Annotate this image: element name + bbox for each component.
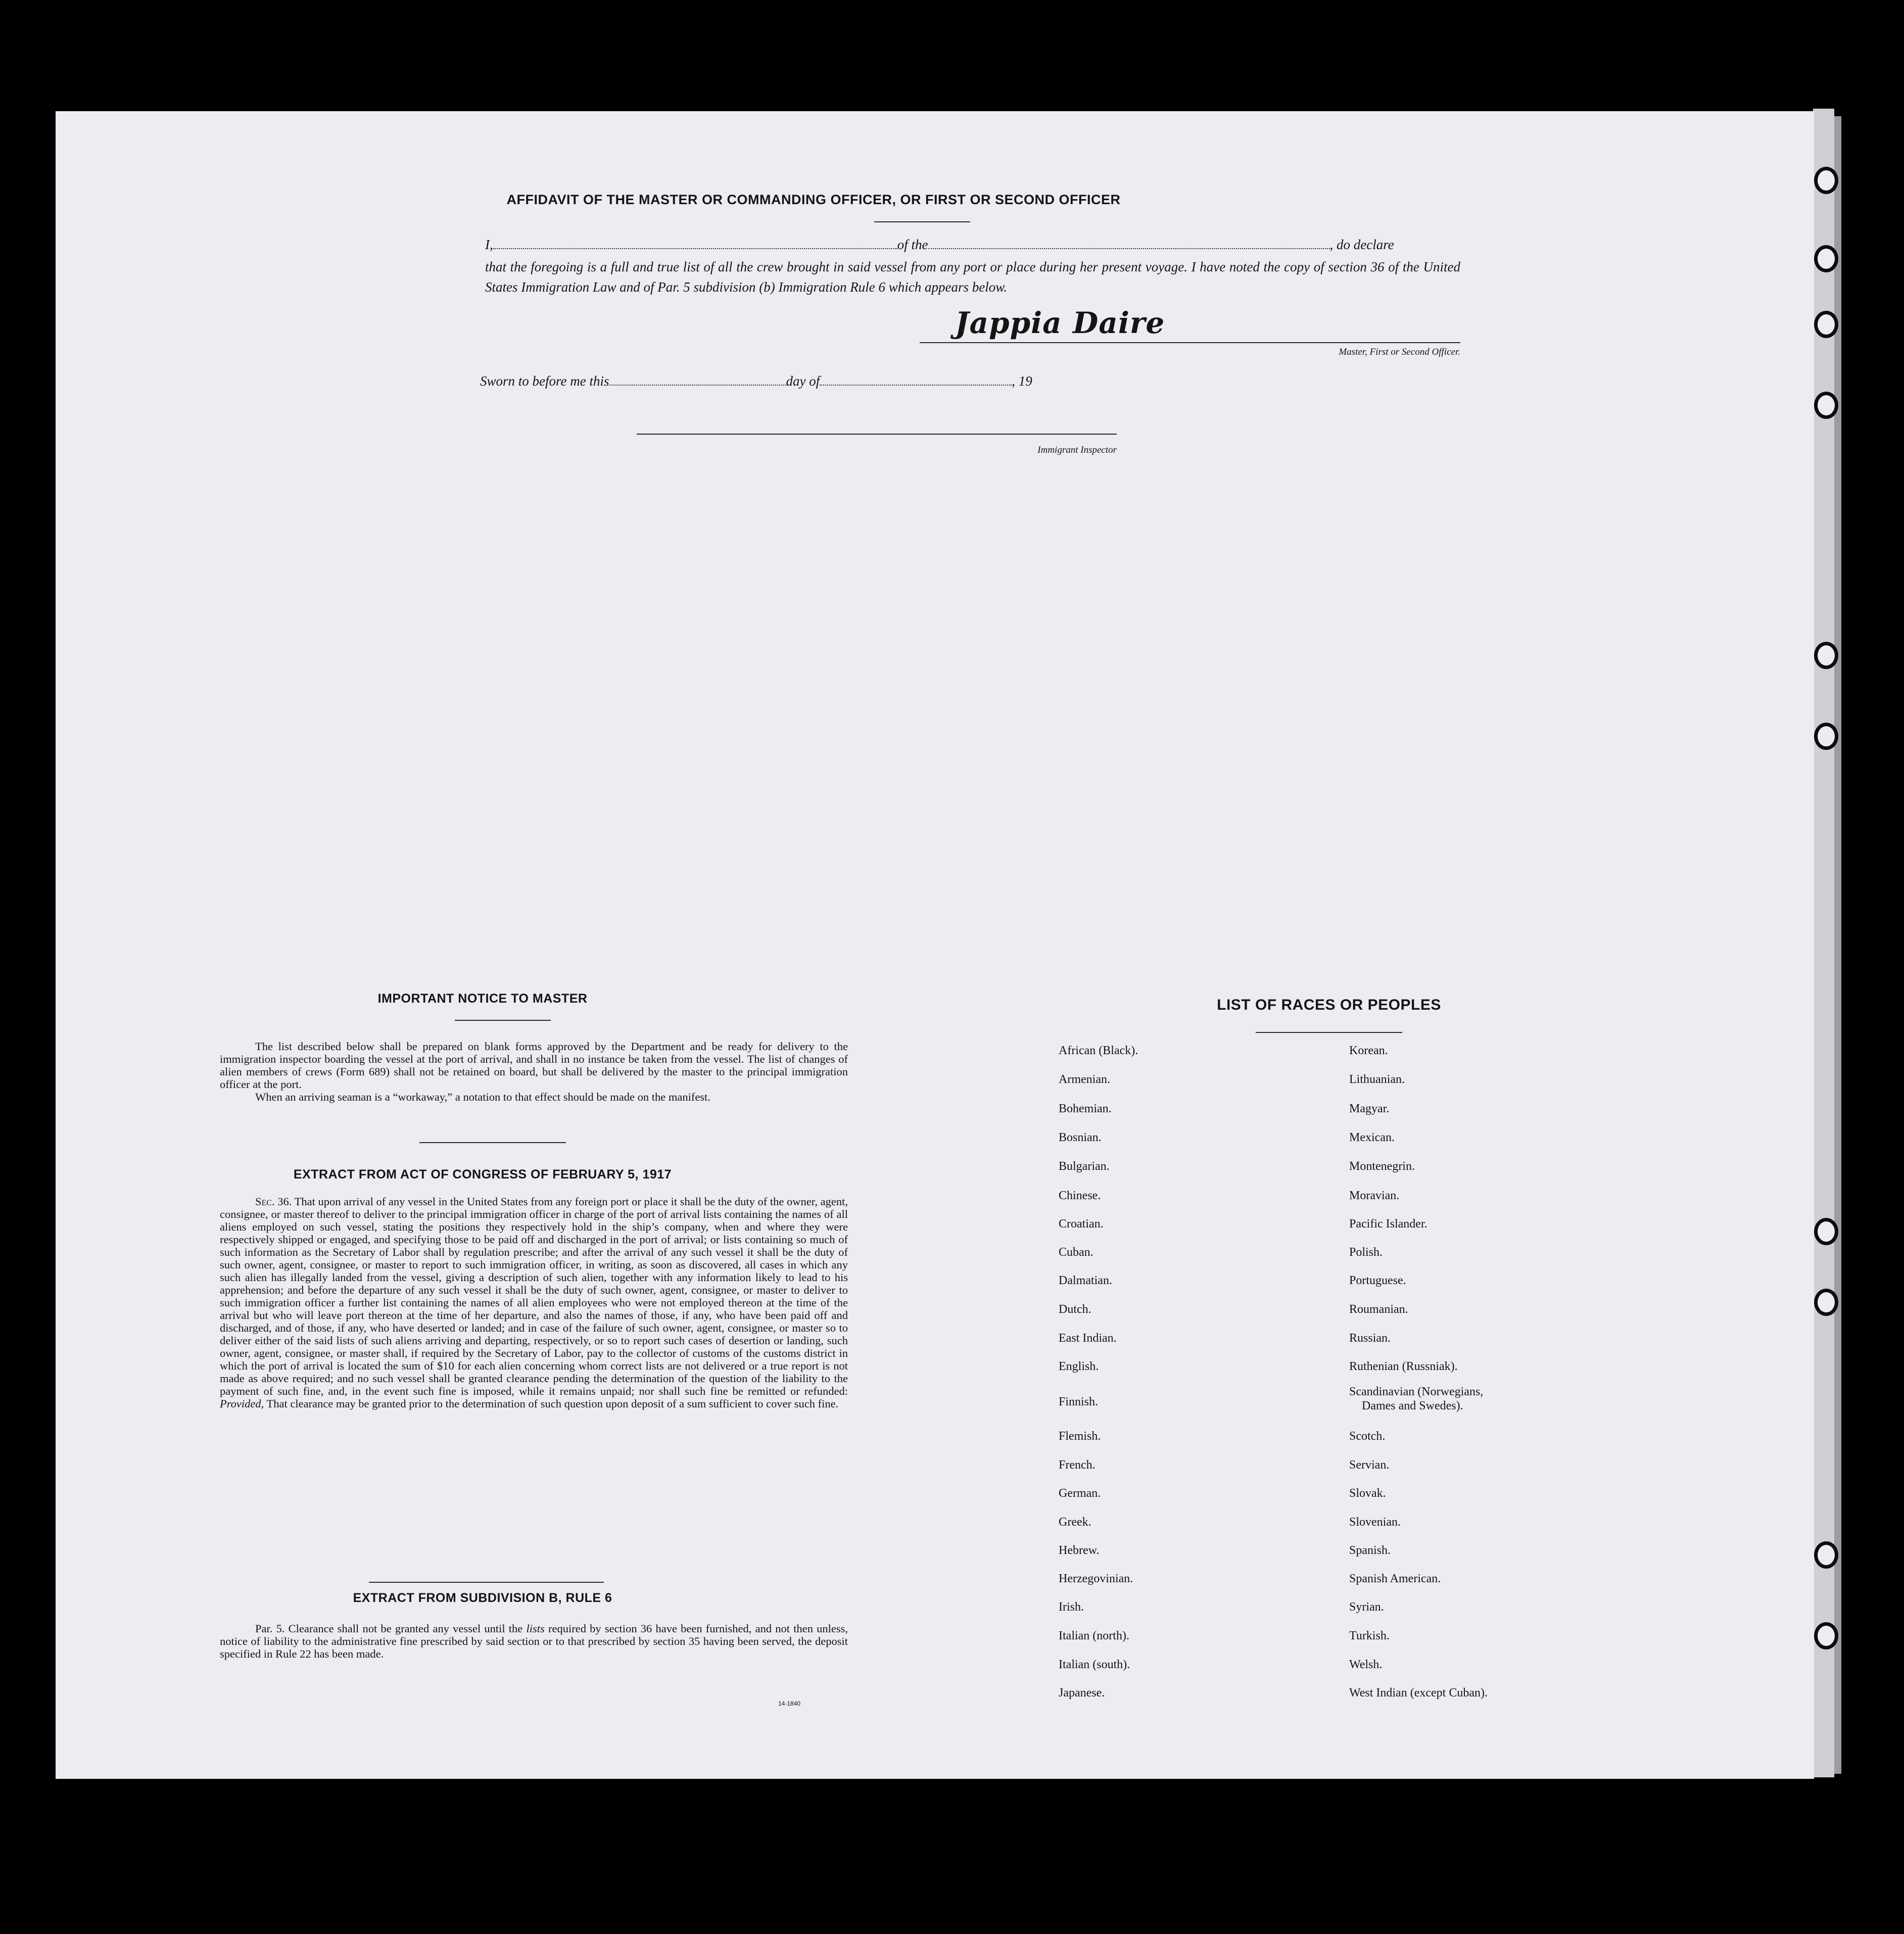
title-rule <box>874 221 970 222</box>
affidavit-line1-start: I, <box>485 237 493 252</box>
race-item: English. <box>1059 1360 1099 1373</box>
sworn-end: , 19 <box>1012 373 1032 389</box>
notice-title-rule <box>455 1020 551 1021</box>
race-item: Bulgarian. <box>1059 1160 1110 1173</box>
race-item: Polish. <box>1349 1246 1383 1259</box>
race-item: Dutch. <box>1059 1303 1091 1316</box>
race-item: Montenegrin. <box>1349 1160 1415 1173</box>
race-item: Dalmatian. <box>1059 1274 1112 1287</box>
race-item: Korean. <box>1349 1044 1388 1057</box>
punch-hole <box>1814 1289 1838 1316</box>
notice-title: IMPORTANT NOTICE TO MASTER <box>377 992 588 1006</box>
race-item: Moravian. <box>1349 1189 1400 1202</box>
sworn-start: Sworn to before me this <box>480 373 609 389</box>
race-item: Scandinavian (Norwegians, <box>1349 1385 1484 1398</box>
race-item: Finnish. <box>1059 1395 1099 1408</box>
race-item: Herzegovinian. <box>1059 1572 1133 1585</box>
punch-hole <box>1814 1218 1838 1245</box>
affidavit-declaration-line <box>485 234 1460 255</box>
master-name-blank <box>493 248 897 249</box>
race-item: Italian (north). <box>1059 1629 1129 1642</box>
rule-paragraph <box>220 1622 848 1660</box>
races-title: LIST OF RACES OR PEOPLES <box>1217 997 1441 1013</box>
punch-hole <box>1814 1622 1838 1649</box>
race-item: Roumanian. <box>1349 1303 1408 1316</box>
race-item: Portuguese. <box>1349 1274 1406 1287</box>
master-signature: Jappia Daire <box>955 306 1165 340</box>
punch-hole <box>1814 1541 1838 1569</box>
rule-body <box>220 1622 848 1660</box>
race-item: Turkish. <box>1349 1629 1390 1642</box>
race-item: Flemish. <box>1059 1430 1101 1443</box>
race-item: German. <box>1059 1487 1101 1500</box>
race-item: Spanish. <box>1349 1544 1391 1557</box>
act-section-text-2: That clearance may be granted prior to the determination of such question upon deposit of a sum sufficient to cover such fine. <box>266 1397 839 1410</box>
sworn-month-blank <box>820 385 1012 386</box>
race-item: Greek. <box>1059 1516 1091 1529</box>
punch-hole <box>1814 642 1838 669</box>
race-item: Magyar. <box>1349 1102 1390 1115</box>
affidavit-title: AFFIDAVIT OF THE MASTER OR COMMANDING OFFICER, OR FIRST OR SECOND OFFICER <box>506 192 1121 207</box>
race-item: Slovenian. <box>1349 1516 1401 1529</box>
race-item: Welsh. <box>1349 1658 1383 1671</box>
punch-hole <box>1814 723 1838 750</box>
race-item: Croatian. <box>1059 1217 1104 1231</box>
race-item: Armenian. <box>1059 1073 1110 1086</box>
punch-hole <box>1814 245 1838 272</box>
rule-text-lists: lists <box>526 1622 545 1635</box>
race-item: Slovak. <box>1349 1487 1386 1500</box>
punch-hole <box>1814 167 1838 194</box>
rule-text-1: Par. 5. Clearance shall not be granted any vessel until the <box>255 1622 523 1635</box>
section-divider <box>369 1582 604 1583</box>
race-item: Mexican. <box>1349 1131 1395 1144</box>
race-item: Lithuanian. <box>1349 1073 1405 1086</box>
race-item: Syrian. <box>1349 1600 1384 1614</box>
act-body <box>220 1195 848 1410</box>
rule-title: EXTRACT FROM SUBDIVISION B, RULE 6 <box>353 1591 612 1605</box>
notice-body <box>220 1040 848 1103</box>
race-item: Russian. <box>1349 1332 1391 1345</box>
affidavit-line1-mid: of the <box>897 237 928 252</box>
race-item: Spanish American. <box>1349 1572 1441 1585</box>
race-item: Cuban. <box>1059 1246 1093 1259</box>
act-section-36 <box>220 1195 848 1410</box>
race-item: Hebrew. <box>1059 1544 1100 1557</box>
race-item: Bosnian. <box>1059 1131 1102 1144</box>
race-item: Bohemian. <box>1059 1102 1112 1115</box>
act-provided: Provided, <box>220 1397 264 1410</box>
rule-text-2: required by section 36 have been furnished, and not then unless, notice of liability to the administrative fine prescribed by said section or to that prescribed by section 35 having been served, the deposit specified in Rule 22 has been made. <box>220 1622 848 1660</box>
race-item: Scotch. <box>1349 1430 1386 1443</box>
race-item: East Indian. <box>1059 1332 1117 1345</box>
race-item: French. <box>1059 1458 1096 1472</box>
signature-line <box>920 342 1460 343</box>
form-number: 14-1840 <box>778 1700 801 1707</box>
races-title-rule <box>1256 1032 1402 1033</box>
race-item: West Indian (except Cuban). <box>1349 1686 1488 1700</box>
race-item: Ruthenian (Russniak). <box>1349 1360 1458 1373</box>
race-item: Japanese. <box>1059 1686 1105 1700</box>
inspector-caption: Immigrant Inspector <box>1037 445 1117 455</box>
race-item: Servian. <box>1349 1458 1390 1472</box>
inspector-signature-line <box>637 434 1117 435</box>
race-item: Dames and Swedes). <box>1362 1399 1463 1412</box>
sworn-mid: day of <box>786 373 820 389</box>
act-section-text-1: That upon arrival of any vessel in the United States from any foreign port or place it shall be the duty of the owner, agent, consignee, or master thereof to deliver to the principal immigration officer in charge of the port of arrival lists containing the names of all aliens employed on such vessel, stating the positions they respectively hold in the ship’s company, when and where they were respectively shipped or engaged, and specifying those to be paid off and discharged in the port of arrival; or lists containing so much of such information as the Secretary of Labor shall by regulation prescribe; and after the arrival of any such vessel it shall be the duty of such owner, agent, consignee, or master to report to such immigration officer, in writing, as soon as discovered, all cases in which any such alien has illegally landed from the vessel, giving a description of such alien, together with any information likely to lead to his apprehension; and before the departure of any such vessel it shall be the duty of such owner, agent, consignee, or master to deliver to such immigration officer a further list containing the names of all alien employees who were not employed thereon at the time of the arrival but who will leave port thereon at the time of her departure, and also the names of those, if any, who have been paid off and discharged, and of those, if any, who have deserted or landed; and in case of the failure of such owner, agent, consignee, or master so to deliver either of the said lists of such aliens arriving and departing, respectively, or so to report such cases of desertion or landing, such owner, agent, consignee, or master shall, if required by the Secretary of Labor, pay to the collector of customs of the customs district in which the port of arrival is located the sum of $10 for each alien concerning whom correct lists are not delivered or a true report is not made as above required; and no such vessel shall be granted clearance pending the determination of the question of the liability to the payment of such fine, and, in the event such fine is imposed, while it remains unpaid; nor shall such fine be remitted or refunded: <box>220 1195 848 1397</box>
vessel-name-blank <box>928 248 1330 249</box>
act-title: EXTRACT FROM ACT OF CONGRESS OF FEBRUARY 5, 1917 <box>293 1167 672 1182</box>
notice-paragraph-2: When an arriving seaman is a “workaway,” a notation to that effect should be made on the manifest. <box>255 1091 710 1103</box>
race-item: Italian (south). <box>1059 1658 1130 1671</box>
sworn-line <box>480 371 1137 391</box>
race-item: Pacific Islander. <box>1349 1217 1427 1231</box>
page-edge-shadow <box>1813 109 1834 1777</box>
punch-hole <box>1814 392 1838 419</box>
signature-caption: Master, First or Second Officer. <box>1339 347 1460 357</box>
sworn-date-blank <box>609 385 786 386</box>
affidavit-body: that the foregoing is a full and true list of all the crew brought in said vessel from any port or place during her present voyage. I have noted the copy of section 36 of the United States Immigration Law and of Par. 5 subdivision (b) Immigration Rule 6 which appears below. <box>485 259 1460 295</box>
page-edge-back <box>1834 116 1841 1774</box>
section-divider <box>419 1142 566 1143</box>
race-item: Irish. <box>1059 1600 1084 1614</box>
act-section-label: Sec. 36. <box>255 1195 292 1208</box>
affidavit-line1-end: , do declare <box>1329 237 1394 252</box>
race-item: African (Black). <box>1059 1044 1138 1057</box>
manifest-page <box>56 111 1814 1779</box>
punch-hole <box>1814 311 1838 338</box>
notice-paragraph-1: The list described below shall be prepared on blank forms approved by the Department and be ready for delivery to the immigration inspector boarding the vessel at the port of arrival, and shall in no instance be taken from the vessel. The list of changes of alien members of crews (Form 689) shall not be retained on board, but shall be delivered by the master to the principal immigration officer at the port. <box>220 1040 848 1091</box>
race-item: Chinese. <box>1059 1189 1101 1202</box>
